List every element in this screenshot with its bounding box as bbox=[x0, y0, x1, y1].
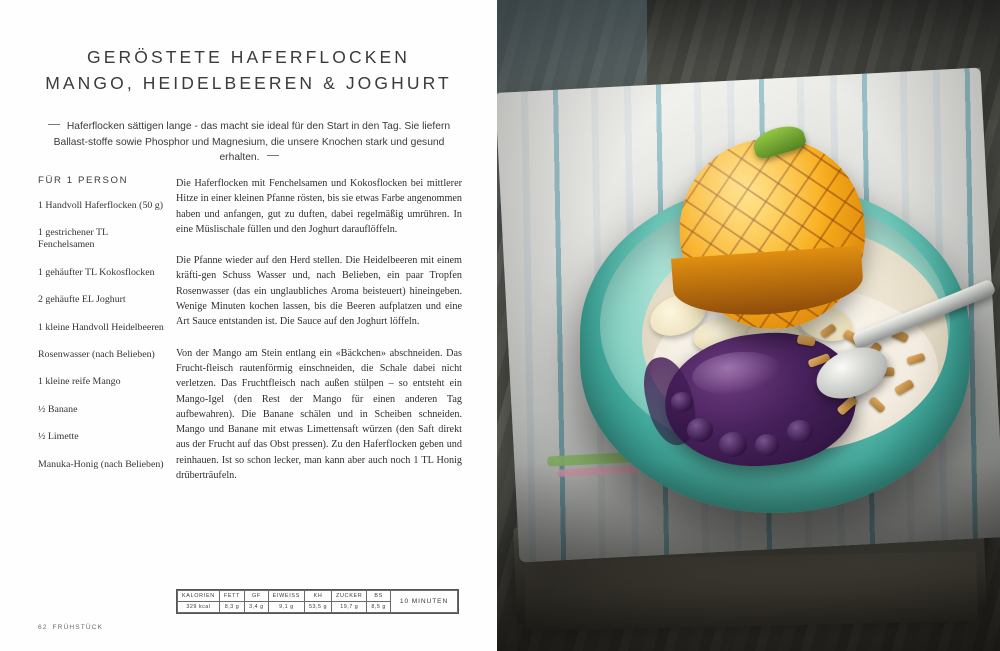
intro-rule-right bbox=[267, 155, 279, 156]
recipe-title-line-1: GERÖSTETE HAFERFLOCKEN bbox=[87, 47, 410, 67]
table-cell: 329 kcal bbox=[178, 602, 220, 613]
list-item: 1 gestrichener TL Fenchelsamen bbox=[38, 227, 108, 251]
recipe-title bbox=[0, 44, 497, 96]
page-footer bbox=[38, 624, 103, 631]
table-cell: 8,5 g bbox=[367, 602, 391, 613]
sauce-highlight bbox=[690, 348, 784, 399]
intro-text: Haferflocken sättigen lange - das macht sie ideal für den Start in den Tag. Sie liefern Ballast-stoffe sowie Phosphor und Magnesium, die unsere Knochen stark und gesund erhalten. bbox=[53, 121, 451, 163]
blueberry bbox=[755, 434, 779, 456]
list-item: Rosenwasser (nach Belieben) bbox=[38, 348, 155, 360]
table-header-cell: FETT bbox=[219, 591, 244, 602]
method-paragraph: Die Pfanne wieder auf den Herd stellen. Die Heidelbeeren mit einem kräfti-gen Schuss Wasser und, nach Belieben, ein paar Tropfen Rosenwasser (das ein unglaubliches Aroma beisteuert) hineingeben. Wenige Minuten kochen lassen, bis die Beeren aufplatzen und eine Art Sauce entstanden ist. Die Sauce auf den Joghurt löffeln. bbox=[176, 255, 462, 328]
prep-time-cell: 10 MINUTEN bbox=[390, 591, 457, 613]
recipe-photo bbox=[497, 0, 1000, 651]
list-item: ½ Banane bbox=[38, 403, 78, 415]
background-shadow-bottom bbox=[497, 461, 1000, 651]
table-cell: 8,3 g bbox=[219, 602, 244, 613]
list-item: 1 gehäufter TL Kokosflocken bbox=[38, 266, 155, 278]
nutrition-table bbox=[176, 589, 459, 614]
list-item: Manuka-Honig (nach Belieben) bbox=[38, 458, 164, 470]
servings-heading: FÜR 1 PERSON bbox=[38, 175, 129, 186]
table-header-cell: GF bbox=[245, 591, 269, 602]
recipe-text-page bbox=[0, 0, 497, 651]
list-item: 1 kleine reife Mango bbox=[38, 376, 121, 388]
table-header-cell: KH bbox=[305, 591, 332, 602]
table-header-cell: ZUCKER bbox=[332, 591, 367, 602]
section-label: FRÜHSTÜCK bbox=[52, 624, 104, 631]
recipe-intro bbox=[38, 119, 460, 166]
method-paragraph: Die Haferflocken mit Fenchelsamen und Kokosflocken bei mittlerer Hitze in einer kleinen Pfanne rösten, bis sie etwas Farbe angenommen haben und anfangen, gut zu duften, dabei regelmäßig umrühren. In eine Müslischale füllen und den Joghurt darauflöffeln. bbox=[176, 178, 463, 235]
blueberry bbox=[719, 432, 747, 457]
method-paragraph: Von der Mango am Stein entlang ein «Bäckchen» abschneiden. Das Frucht-fleisch rautenförmig einschneiden, die Schale dabei nicht verletzen. Das Fruchtfleisch nach außen stülpen – so entsteht ein Mango-Igel (den Rest der Mango für einen anderen Tag aufbewahren). Die Banane schälen und in Scheiben schneiden. Mango und Banane mit etwas Limettensaft würzen (den Saft direkt aus der Frucht auf das Obst pressen). Zu den Haferflocken geben und reinhauen. Ist so schon lecker, man kann aber auch noch 1 TL Honig drüberträufeln. bbox=[176, 347, 462, 482]
table-row bbox=[178, 591, 458, 602]
table-header-cell: KALORIEN bbox=[178, 591, 220, 602]
list-item: 1 kleine Handvoll Heidelbeeren bbox=[38, 321, 164, 333]
table-cell: 19,7 g bbox=[332, 602, 367, 613]
recipe-title-line-2: MANGO, HEIDELBEEREN & JOGHURT bbox=[45, 73, 452, 93]
list-item: ½ Limette bbox=[38, 431, 79, 443]
table-header-cell: EIWEISS bbox=[268, 591, 304, 602]
list-item: 2 gehäufte EL Joghurt bbox=[38, 294, 126, 306]
page-number: 62 bbox=[38, 624, 48, 631]
table-cell: 53,5 g bbox=[305, 602, 332, 613]
table-cell: 3,4 g bbox=[245, 602, 269, 613]
ingredients-list bbox=[38, 175, 166, 486]
blueberry bbox=[687, 418, 713, 442]
table-header-cell: BS bbox=[367, 591, 391, 602]
intro-rule-left bbox=[48, 124, 60, 125]
method-steps bbox=[176, 176, 462, 499]
table-cell: 9,1 g bbox=[268, 602, 304, 613]
blueberry bbox=[671, 392, 693, 412]
list-item: 1 Handvoll Haferflocken (50 g) bbox=[38, 200, 164, 211]
